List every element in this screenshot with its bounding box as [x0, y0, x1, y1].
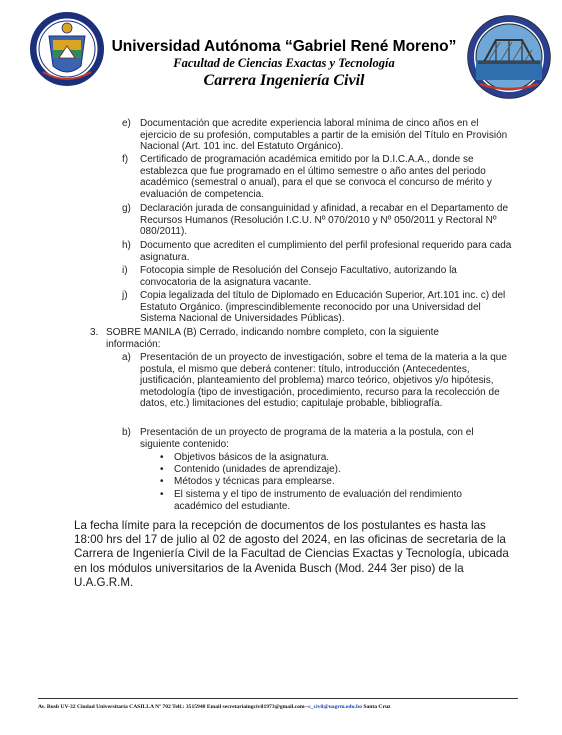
footer-email-link[interactable]: c_civil@uagrm.edu.bo	[308, 704, 362, 710]
list-item: Certificado de programación académica emitido por la D.I.C.A.A., donde se establezca que fue programado en el último semestre o año antes del periodo académico (semestral o anual), para el que se convoca el concurso de mérito y evaluación de competencia.	[140, 154, 492, 200]
item-label: j)	[122, 290, 128, 301]
section-heading: SOBRE MANILA (B) Cerrado, indicando nombre completo, con la siguiente información:	[106, 327, 439, 350]
faculty-name: Facultad de Ciencias Exactas y Tecnología	[173, 56, 395, 70]
item-label: b)	[122, 427, 131, 438]
item-label: e)	[122, 118, 131, 129]
career-seal-logo	[466, 14, 552, 100]
bullet-item: El sistema y el tipo de instrumento de evaluación del rendimiento académico del estudiante.	[174, 489, 462, 512]
list-item: Copia legalizada del título de Diplomado en Educación Superior, Art.101 inc. c) del Estatuto Orgánico. (imprescindiblemente reconocido por una Universidad del Sistema Nacional de Universidades Públicas).	[140, 290, 506, 325]
bullet-dot: •	[160, 452, 164, 463]
list-item: Documento que acrediten el cumplimiento del perfil profesional requerido para cada asignatura.	[140, 240, 512, 263]
footer-city: Santa Cruz	[361, 704, 391, 710]
bullet-dot: •	[160, 489, 164, 500]
footer-divider	[38, 698, 518, 699]
footer-address: Av. Bush UV-32 Ciudad Universitaria CASILLA Nº 702 Telf.: 3515948 Email secretariaingcivil1973@gmail.com--	[38, 704, 309, 710]
list-item: Fotocopia simple de Resolución del Consejo Facultativo, autorizando la convocatoria de la asignatura vacante.	[140, 265, 457, 288]
career-name: Carrera Ingeniería Civil	[203, 72, 365, 89]
letterhead	[0, 0, 562, 112]
footer-contact	[38, 704, 522, 710]
bullet-dot: •	[160, 464, 164, 475]
closing-paragraph: La fecha límite para la recepción de documentos de los postulantes es hasta las 18:00 hrs del 17 de julio al 02 de agosto del 2024, en las oficinas de secretaria de la Carrera de Ingeniería Civil de la Facultad de Ciencias Exactas y Tecnología, ubicada en los módulos universitarios de la Avenida Busch (Mod. 244 3er piso) de la U.A.G.R.M.	[74, 519, 509, 589]
list-item: Presentación de un proyecto de programa de la materia a la postula, con el siguiente contenido:	[140, 427, 474, 450]
bullet-item: Métodos y técnicas para emplearse.	[174, 476, 335, 487]
bullet-item: Objetivos básicos de la asignatura.	[174, 452, 330, 463]
item-label: h)	[122, 240, 131, 251]
item-label: f)	[122, 154, 129, 165]
section-number: 3.	[90, 327, 99, 338]
item-label: i)	[122, 265, 128, 276]
list-item: Documentación que acredite experiencia laboral mínima de cinco años en el ejercicio de su profesión, computables a partir de la emisión del Título en Provisión Nacional (Art. 101 inc. del Estatuto Orgánico).	[140, 118, 508, 153]
university-name: Universidad Autónoma “Gabriel René Moreno”	[111, 38, 457, 55]
item-label: a)	[122, 352, 131, 363]
list-item: Declaración jurada de consanguinidad y afinidad, a recabar en el Departamento de Recursos Humanos (Resolución I.C.U. Nº 070/2010 y Nº 050/2011 y Rectoral Nº 080/2011).	[140, 203, 509, 238]
bullet-dot: •	[160, 476, 164, 487]
item-label: g)	[122, 203, 131, 214]
bullet-item: Contenido (unidades de aprendizaje).	[174, 464, 341, 475]
university-seal-logo	[29, 6, 105, 92]
list-item: Presentación de un proyecto de investigación, sobre el tema de la materia a la que postula, el mismo que deberá contener: título, introducción (Antecedentes, justificación, planteamiento del problema) marco teórico, objetivos y/o hipótesis, metodología (tipo de investigación, procedimiento, recurso para la recolección de datos, etc.) limitaciones del estudio; capitulaje probable, bibliografía.	[140, 352, 507, 410]
